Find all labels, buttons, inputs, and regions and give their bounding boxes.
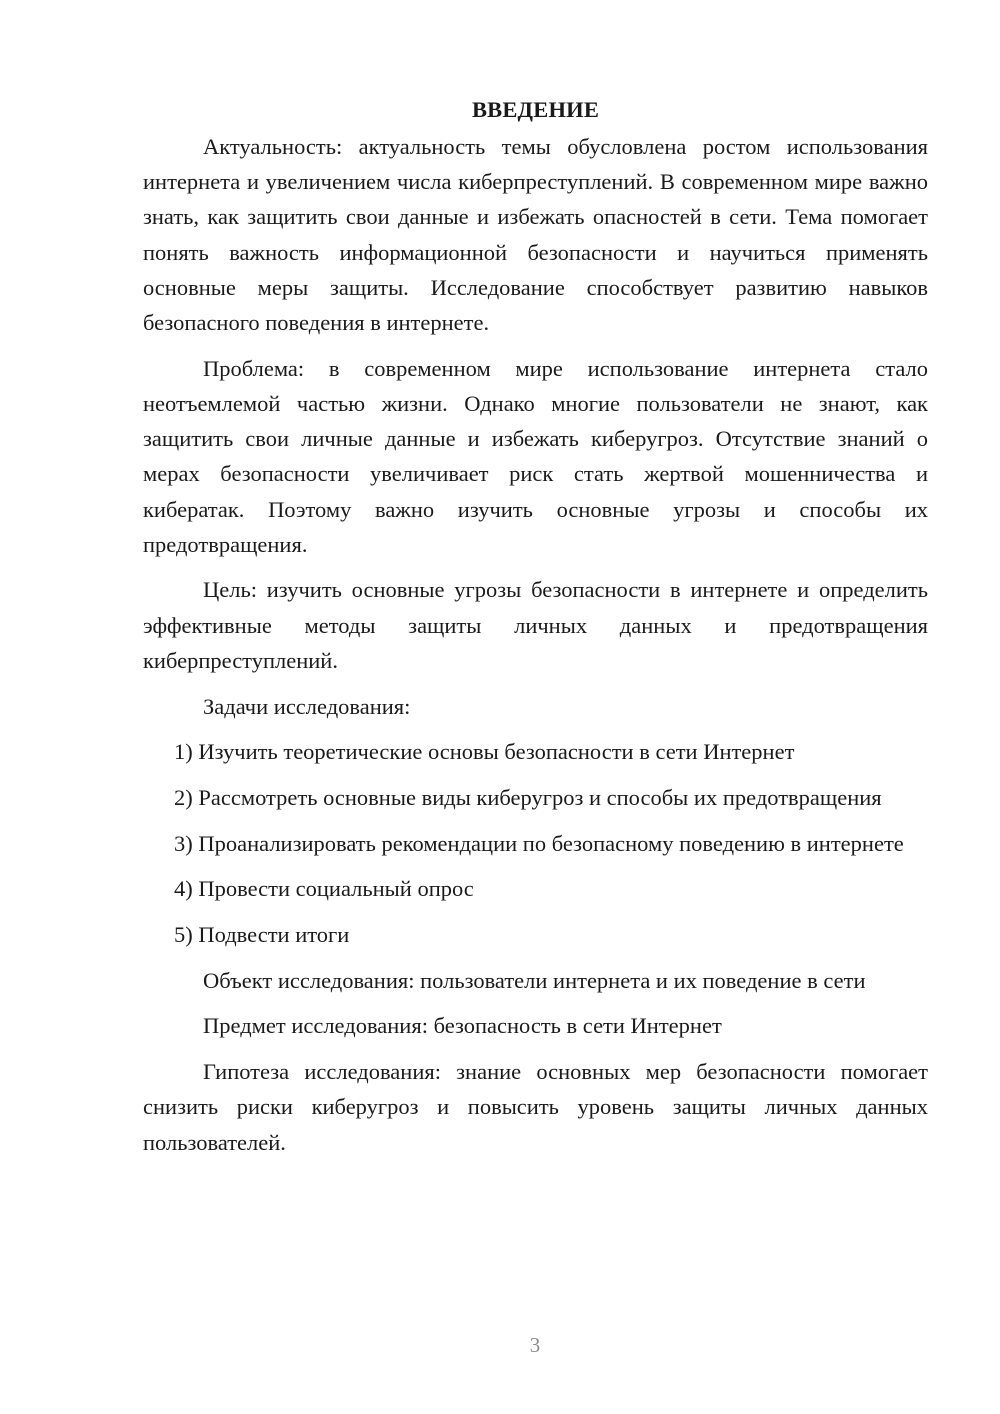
page-content (143, 92, 928, 1160)
tasks-heading: Задачи исследования: (203, 693, 411, 719)
task-item-2: 2) Рассмотреть основные виды киберугроз и способы их предотвращения (174, 784, 882, 810)
page-number: 3 (529, 1333, 541, 1357)
task-item-1: 1) Изучить теоретические основы безопасности в сети Интернет (174, 739, 795, 765)
task-item-5: 5) Подвести итоги (174, 922, 350, 948)
object-paragraph: Объект исследования: пользователи интернета и их поведение в сети (203, 967, 866, 993)
task-item-4: 4) Провести социальный опрос (174, 876, 474, 902)
hypothesis-paragraph: Гипотеза исследования: знание основных мер безопасности помогает снизить риски киберугроз и повысить уровень защиты личных данных пользователей. (143, 1059, 928, 1155)
subject-paragraph: Предмет исследования: безопасность в сети Интернет (203, 1013, 722, 1039)
goal-paragraph: Цель: изучить основные угрозы безопасности в интернете и определить эффективные методы защиты личных данных и предотвращения киберпреступлений. (143, 577, 928, 673)
page-title: ВВЕДЕНИЕ (471, 97, 600, 122)
task-item-3: 3) Проанализировать рекомендации по безопасному поведению в интернете (174, 830, 904, 856)
problem-paragraph: Проблема: в современном мире использование интернета стало неотъемлемой частью жизни. Однако многие пользователи не знают, как защитить свои личные данные и избежать киберугроз. Отсутствие знаний о мерах безопасности увеличивает риск стать жертвой мошенничества и кибератак. Поэтому важно изучить основные угрозы и способы их предотвращения. (143, 355, 928, 557)
relevance-paragraph: Актуальность: актуальность темы обусловлена ростом использования интернета и увеличением числа киберпреступлений. В современном мире важно знать, как защитить свои данные и избежать опасностей в сети. Тема помогает понять важность информационной безопасности и научиться применять основные меры защиты. Исследование способствует развитию навыков безопасного поведения в интернете. (143, 134, 928, 336)
